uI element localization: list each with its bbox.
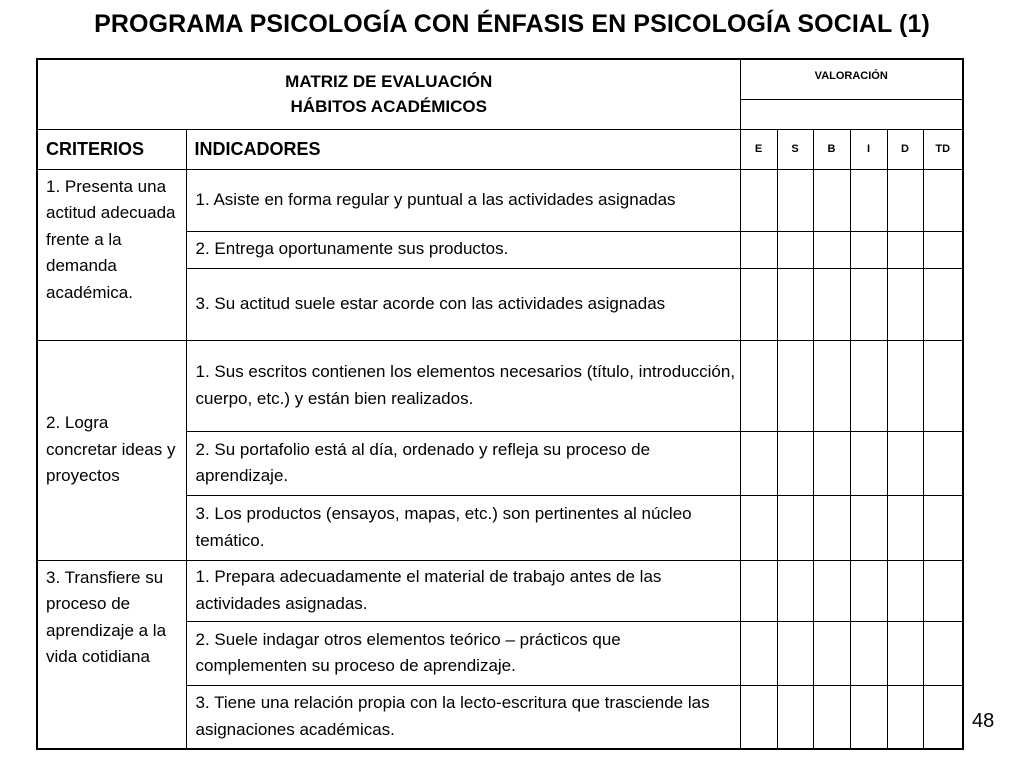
rating-cell[interactable] <box>777 169 813 231</box>
rating-cell[interactable] <box>923 431 963 495</box>
rating-cell[interactable] <box>923 685 963 749</box>
indicador-1-1: 1. Asiste en forma regular y puntual a las actividades asignadas <box>186 169 740 231</box>
indicador-2-3: 3. Los productos (ensayos, mapas, etc.) son pertinentes al núcleo temático. <box>186 495 740 560</box>
page-number: 48 <box>972 710 995 732</box>
rating-cell[interactable] <box>850 231 887 268</box>
rating-cell[interactable] <box>887 560 923 621</box>
rating-cell[interactable] <box>813 268 850 340</box>
rating-cell[interactable] <box>887 268 923 340</box>
indicador-2-2: 2. Su portafolio está al día, ordenado y refleja su proceso de aprendizaje. <box>186 431 740 495</box>
rating-cell[interactable] <box>740 169 777 231</box>
scale-header-s: S <box>777 129 813 169</box>
matrix-heading <box>37 59 740 129</box>
scale-header-e: E <box>740 129 777 169</box>
table-row <box>37 340 963 431</box>
rating-cell[interactable] <box>740 495 777 560</box>
rating-cell[interactable] <box>887 340 923 431</box>
rating-cell[interactable] <box>777 231 813 268</box>
rating-cell[interactable] <box>923 621 963 685</box>
matrix-heading-line2: HÁBITOS ACADÉMICOS <box>290 97 487 117</box>
rating-cell[interactable] <box>850 495 887 560</box>
rating-cell[interactable] <box>740 340 777 431</box>
rating-cell[interactable] <box>813 340 850 431</box>
rating-cell[interactable] <box>813 560 850 621</box>
table-row <box>37 169 963 231</box>
rating-cell[interactable] <box>850 431 887 495</box>
rating-cell[interactable] <box>850 340 887 431</box>
rating-cell[interactable] <box>923 495 963 560</box>
rating-cell[interactable] <box>740 268 777 340</box>
rating-cell[interactable] <box>887 169 923 231</box>
rating-cell[interactable] <box>813 431 850 495</box>
rating-cell[interactable] <box>777 560 813 621</box>
rating-cell[interactable] <box>850 268 887 340</box>
rating-cell[interactable] <box>923 340 963 431</box>
page-title: PROGRAMA PSICOLOGÍA CON ÉNFASIS EN PSICOLOGÍA SOCIAL (1) <box>94 10 930 38</box>
rating-cell[interactable] <box>887 621 923 685</box>
rating-cell[interactable] <box>813 495 850 560</box>
rating-cell[interactable] <box>850 621 887 685</box>
valoracion-header: VALORACIÓN <box>740 59 963 99</box>
scale-header-d: D <box>887 129 923 169</box>
rating-cell[interactable] <box>923 560 963 621</box>
rating-cell[interactable] <box>777 685 813 749</box>
scale-header-i: I <box>850 129 887 169</box>
valoracion-subheader <box>740 99 963 129</box>
criterios-header: CRITERIOS <box>37 129 186 169</box>
rating-cell[interactable] <box>887 685 923 749</box>
indicador-3-1: 1. Prepara adecuadamente el material de trabajo antes de las actividades asignadas. <box>186 560 740 621</box>
rating-cell[interactable] <box>777 268 813 340</box>
rating-cell[interactable] <box>887 231 923 268</box>
criterio-3: 3. Transfiere su proceso de aprendizaje a la vida cotidiana <box>37 560 186 749</box>
criterio-2: 2. Logra concretar ideas y proyectos <box>37 340 186 560</box>
table-row <box>37 560 963 621</box>
rating-cell[interactable] <box>740 231 777 268</box>
indicador-1-3: 3. Su actitud suele estar acorde con las actividades asignadas <box>186 268 740 340</box>
rating-cell[interactable] <box>887 495 923 560</box>
rating-cell[interactable] <box>740 685 777 749</box>
indicador-3-2: 2. Suele indagar otros elementos teórico – prácticos que complementen su proceso de aprendizaje. <box>186 621 740 685</box>
indicador-3-3: 3. Tiene una relación propia con la lecto-escritura que trasciende las asignaciones académicas. <box>186 685 740 749</box>
criterio-1: 1. Presenta una actitud adecuada frente a la demanda académica. <box>37 169 186 340</box>
indicador-2-1: 1. Sus escritos contienen los elementos necesarios (título, introducción, cuerpo, etc.) y están bien realizados. <box>186 340 740 431</box>
indicador-1-2: 2. Entrega oportunamente sus productos. <box>186 231 740 268</box>
rating-cell[interactable] <box>777 621 813 685</box>
rating-cell[interactable] <box>850 169 887 231</box>
rating-cell[interactable] <box>813 231 850 268</box>
rating-cell[interactable] <box>740 431 777 495</box>
rating-cell[interactable] <box>813 685 850 749</box>
rating-cell[interactable] <box>777 431 813 495</box>
rating-cell[interactable] <box>850 685 887 749</box>
rating-cell[interactable] <box>740 621 777 685</box>
rating-cell[interactable] <box>850 560 887 621</box>
rating-cell[interactable] <box>923 231 963 268</box>
rating-cell[interactable] <box>740 560 777 621</box>
rating-cell[interactable] <box>923 169 963 231</box>
evaluation-matrix <box>36 58 964 750</box>
rating-cell[interactable] <box>813 169 850 231</box>
rating-cell[interactable] <box>887 431 923 495</box>
rating-cell[interactable] <box>777 495 813 560</box>
scale-header-td: TD <box>923 129 963 169</box>
rating-cell[interactable] <box>813 621 850 685</box>
rating-cell[interactable] <box>777 340 813 431</box>
scale-header-b: B <box>813 129 850 169</box>
rating-cell[interactable] <box>923 268 963 340</box>
indicadores-header: INDICADORES <box>186 129 740 169</box>
matrix-heading-line1: MATRIZ DE EVALUACIÓN <box>285 72 493 92</box>
